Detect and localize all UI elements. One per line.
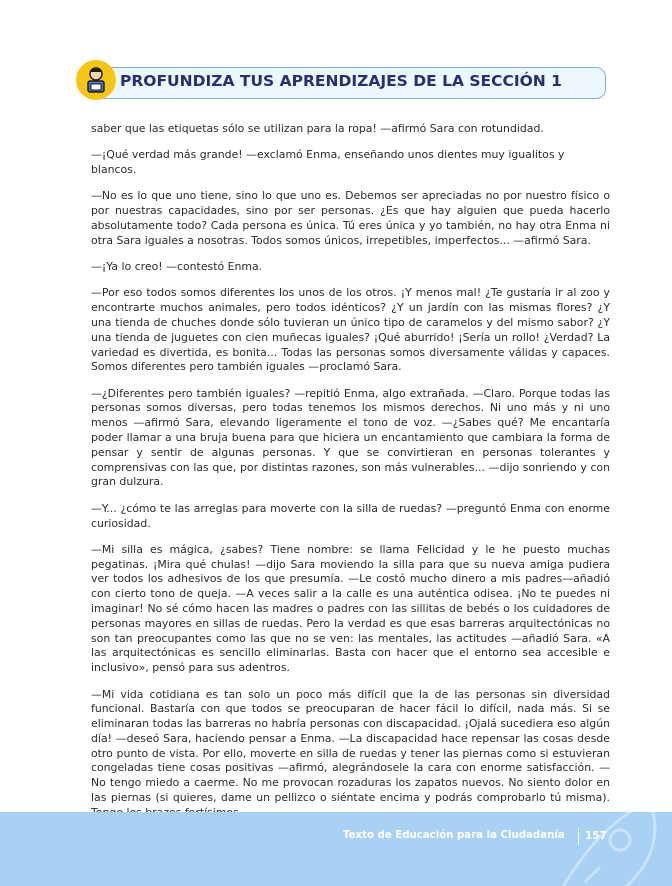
student-reading-icon bbox=[76, 60, 116, 100]
footer-book-title: Texto de Educación para la Ciudadanía bbox=[343, 830, 565, 841]
paragraph: —¿Diferentes pero también iguales? —repitió Enma, algo extrañada. —Claro. Porque todas las personas somos diversas, pero todas tenemos los mismos derechos. Ni uno más y ni uno menos —afirmó Sara, elevando ligeramente el tono de voz. —¿Sabes qué? Me encantaría poder llamar a una bruja buena para que hiciera un encantamiento que cambiara la forma de pensar y sentir de algunas personas. Y que se convirtieran en personas tolerantes y comprensivas con las que, por distintas razones, son más vulnerables... —dijo sonriendo y con gran dulzura. bbox=[91, 386, 610, 489]
page-footer bbox=[0, 812, 672, 886]
paragraph: —Mi vida cotidiana es tan solo un poco más difícil que la de las personas sin diversidad funcional. Bastaría con que todos se preocuparan de hacer fácil lo difícil, nada más. Si se eliminaran todas las barreras no habría personas con discapacidad. ¡Ojalá sucediera eso algún día! —deseó Sara, haciendo pensar a Enma. —La discapacidad hace repensar las cosas desde otro punto de vista. Por ello, moverte en silla de ruedas y tener las piernas como si estuvieran congeladas tiene cosas positivas —afirmó, alegrándosele la cara con enorme satisfacción. —No tengo miedo a caerme. No me provocan rozaduras los zapatos nuevos. No siento dolor en las piernas (si quieres, dame un pellizco o siéntate encima y podrás comprobarlo tú misma). bbox=[91, 687, 610, 805]
paragraph: —Mi silla es mágica, ¿sabes? Tiene nombre: se llama Felicidad y le he puesto muchas pegatinas. ¡Mira qué chulas! —dijo Sara moviendo la silla para que su nueva amiga pudiera ver todos los adhesivos de los que presumía. —Le costó mucho dinero a mis padres—añadió con cierto tono de queja. —A veces salir a la calle es una auténtica odisea. ¡No te puedes ni imaginar! No sé cómo hacen las madres o padres con las sillitas de bebés o los cuidadores de personas mayores en sillas de ruedas. Pero la verdad es que esas barreras arquitectónicas no son tan preocupantes como las que no se ven: las mentales, las actitudes —añadió Sara. «A las arquitectónicas es sencillo eliminarlas. Basta con hacer que el entorno sea accesible e inclusivo», pensó para sus adentros. bbox=[91, 542, 610, 675]
section-title: PROFUNDIZA TUS APRENDIZAJES DE LA SECCIÓN 1 bbox=[120, 72, 562, 90]
paragraph: —¡Qué verdad más grande! —exclamó Enma, enseñando unos dientes muy igualitos y blancos. bbox=[91, 148, 565, 177]
story-text bbox=[91, 122, 610, 832]
paragraph: —No es lo que uno tiene, sino lo que uno es. Debemos ser apreciadas no por nuestro físico o por nuestras capacidades, sino por ser personas. ¿Es que hay alguien que pueda hacerlo absolutamente todo? Cada persona es única. Tú eres única y yo también, no hay otra Enma ni otra Sara iguales a nosotras. Todos somos únicos, irrepetibles, imperfectos... —afirmó Sara. bbox=[91, 189, 610, 247]
paragraph: —Y... ¿cómo te las arreglas para moverte con la silla de ruedas? —preguntó Enma con enorme curiosidad. bbox=[91, 501, 610, 530]
paragraph: —Por eso todos somos diferentes los unos de los otros. ¡Y menos mal! ¿Te gustaría ir al zoo y encontrarte muchos animales, pero todos idénticos? ¿Y un jardín con las mismas flores? ¿Y una tienda de chuches donde sólo tuvieran un único tipo de caramelos y del mismo sabor? ¿Y una tienda de juguetes con cien muñecas iguales? ¡Qué aburrido! ¡Sería un rollo! ¿Verdad? La variedad es divertida, es bonita... Todas las personas somos diversamente válidas y capaces. Somos diferentes pero también iguales —proclamó Sara. bbox=[91, 286, 610, 374]
rocket-icon bbox=[0, 812, 672, 886]
paragraph: saber que las etiquetas sólo se utilizan para la ropa! —afirmó Sara con rotundidad. bbox=[91, 122, 544, 135]
page-number: 157 bbox=[585, 830, 607, 842]
footer-divider bbox=[578, 828, 579, 845]
paragraph: —¡Ya lo creo! —contestó Enma. bbox=[91, 260, 263, 274]
